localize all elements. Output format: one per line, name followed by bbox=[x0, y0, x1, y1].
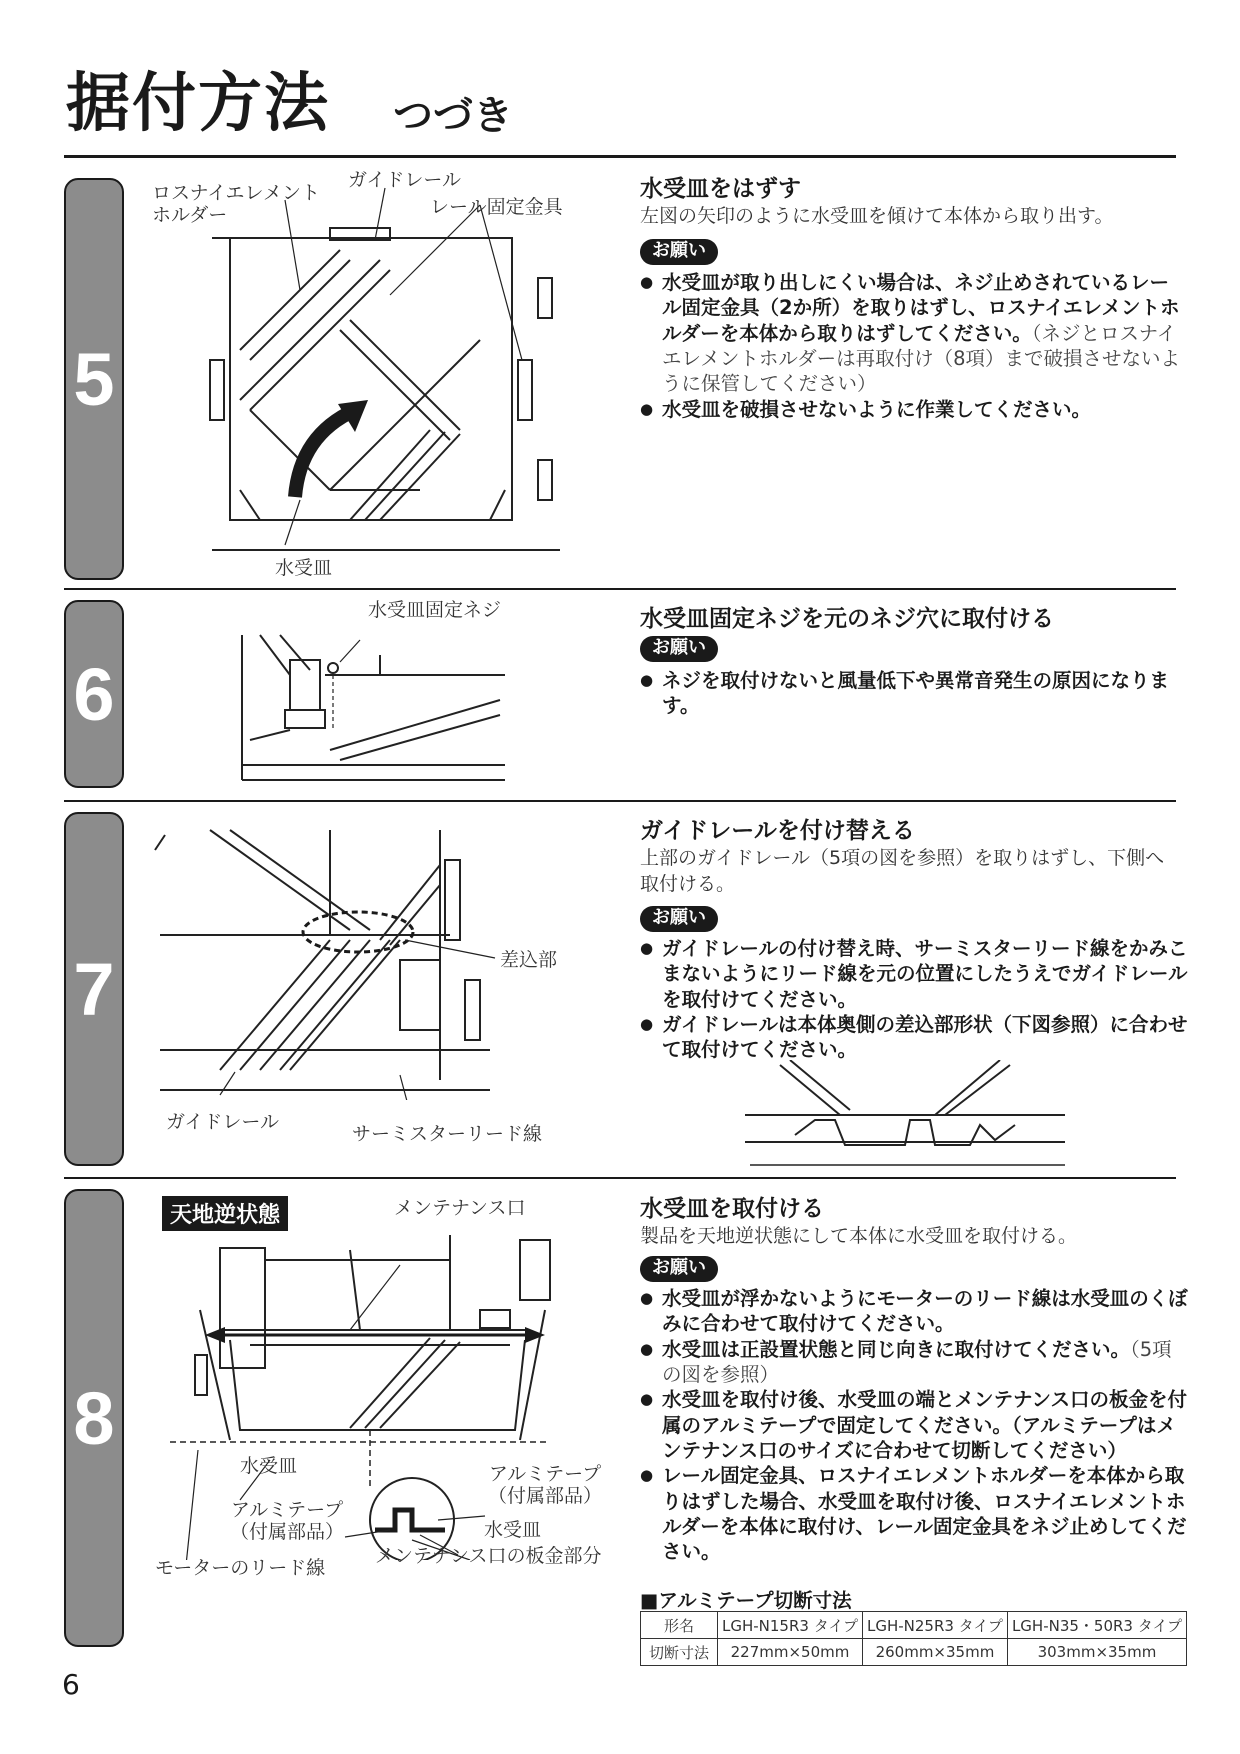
step6-request-badge: お願い bbox=[640, 636, 718, 662]
page-number: 6 bbox=[62, 1668, 80, 1701]
page-title: 据付方法 bbox=[66, 67, 330, 141]
step7-illustration bbox=[150, 820, 510, 1100]
cut-size-table bbox=[640, 1611, 1187, 1666]
step8-request-badge: お願い bbox=[640, 1256, 718, 1282]
label-guide-rail: ガイドレール bbox=[348, 169, 462, 191]
step6-illustration bbox=[230, 620, 510, 790]
step-tab-5 bbox=[64, 178, 124, 580]
table-cell: 227mm×50mm bbox=[718, 1639, 863, 1666]
step6-bullets bbox=[640, 668, 1188, 719]
list-item: ● 水受皿が取り出しにくい場合は、ネジ止めされているレール固定金具（2か所）を取りはずし、ロスナイエレメントホルダーを本体から取りはずしてください。（ネジとロスナイエレメントホルダーは再取付け（8項）まで破損させないように保管してください） bbox=[640, 270, 1188, 397]
table-cell: 303mm×35mm bbox=[1007, 1639, 1186, 1666]
step-number: 8 bbox=[73, 1376, 115, 1460]
table-row bbox=[641, 1639, 1187, 1666]
step8-desc: 製品を天地逆状態にして本体に水受皿を取付ける。 bbox=[640, 1225, 1078, 1247]
label-rail-bracket: レール固定金具 bbox=[430, 196, 563, 218]
label-drain-pan: 水受皿 bbox=[240, 1455, 298, 1477]
table-cell: LGH-N25R3 タイプ bbox=[862, 1612, 1007, 1639]
label-drain-pan-detail: 水受皿 bbox=[484, 1519, 542, 1541]
list-item: ● レール固定金具、ロスナイエレメントホルダーを本体から取りはずした場合、水受皿を取付け後、ロスナイエレメントホルダーを本体に取付け、レール固定金具をネジ止めしてください。 bbox=[640, 1463, 1188, 1564]
label-drain-screw: 水受皿固定ネジ bbox=[368, 599, 502, 621]
table-cell: 形名 bbox=[641, 1612, 718, 1639]
section-rule bbox=[64, 800, 1176, 802]
step7-title: ガイドレールを付け替える bbox=[640, 818, 915, 844]
step5-illustration bbox=[150, 170, 570, 585]
list-item: ● 水受皿を取付け後、水受皿の端とメンテナンス口の板金を付属のアルミテープで固定してください。（アルミテープはメンテナンス口のサイズに合わせて切断してください） bbox=[640, 1387, 1188, 1463]
page-subtitle: つづき bbox=[393, 93, 513, 139]
table-row bbox=[641, 1612, 1187, 1639]
step6-title: 水受皿固定ネジを元のネジ穴に取付ける bbox=[640, 606, 1054, 632]
step-tab-7 bbox=[64, 812, 124, 1166]
list-item: ● 水受皿が浮かないようにモーターのリード線は水受皿のくぼみに合わせて取付けてください。 bbox=[640, 1286, 1188, 1337]
label-insert-part: 差込部 bbox=[500, 949, 558, 971]
step-number: 7 bbox=[73, 947, 115, 1031]
step7-request-badge: お願い bbox=[640, 906, 718, 932]
step8-title: 水受皿を取付ける bbox=[640, 1196, 824, 1222]
upside-down-tag: 天地逆状態 bbox=[162, 1196, 288, 1231]
list-item: ● 水受皿を破損させないように作業してください。 bbox=[640, 397, 1188, 422]
list-item: ● 水受皿は正設置状態と同じ向きに取付けてください。（5項の図を参照） bbox=[640, 1337, 1188, 1388]
list-item: ● ガイドレールは本体奥側の差込部形状（下図参照）に合わせて取付けてください。 bbox=[640, 1012, 1188, 1063]
label-element-holder: ロスナイエレメント ホルダー bbox=[152, 182, 320, 226]
label-maint-sheet: メンテナンス口の板金部分 bbox=[375, 1545, 602, 1567]
label-maintenance-port: メンテナンス口 bbox=[394, 1197, 526, 1219]
label-alu-tape-right: アルミテープ （付属部品） bbox=[488, 1463, 603, 1507]
step8-bullets bbox=[640, 1286, 1188, 1565]
table-cell: 切断寸法 bbox=[641, 1639, 718, 1666]
step8-illustration bbox=[150, 1230, 590, 1560]
label-motor-lead: モーターのリード線 bbox=[155, 1557, 326, 1579]
step-tab-8 bbox=[64, 1189, 124, 1647]
table-cell: LGH-N35・50R3 タイプ bbox=[1007, 1612, 1186, 1639]
step-number: 5 bbox=[73, 337, 115, 421]
step7-bullets bbox=[640, 936, 1188, 1063]
step5-desc: 左図の矢印のように水受皿を傾けて本体から取り出す。 bbox=[640, 205, 1114, 227]
step7-insert-detail bbox=[745, 1060, 1070, 1170]
header-rule bbox=[64, 155, 1176, 158]
step5-bullets bbox=[640, 270, 1188, 422]
list-item: ● ネジを取付けないと風量低下や異常音発生の原因になります。 bbox=[640, 668, 1188, 719]
list-item: ● ガイドレールの付け替え時、サーミスターリード線をかみこまないようにリード線を元の位置にしたうえでガイドレールを取付けてください。 bbox=[640, 936, 1188, 1012]
step5-request-badge: お願い bbox=[640, 239, 718, 265]
step-tab-6 bbox=[64, 600, 124, 788]
cut-table-title: ■アルミテープ切断寸法 bbox=[640, 1589, 852, 1612]
label-thermistor-lead: サーミスターリード線 bbox=[352, 1123, 543, 1145]
step5-title: 水受皿をはずす bbox=[640, 176, 801, 202]
label-alu-tape-left: アルミテープ （付属部品） bbox=[230, 1499, 345, 1543]
step7-desc: 上部のガイドレール（5項の図を参照）を取りはずし、下側へ取付ける。 bbox=[640, 847, 1165, 895]
section-rule bbox=[64, 1177, 1176, 1179]
table-cell: LGH-N15R3 タイプ bbox=[718, 1612, 863, 1639]
section-rule bbox=[64, 588, 1176, 590]
label-guide-rail: ガイドレール bbox=[166, 1111, 280, 1133]
label-drain-pan: 水受皿 bbox=[275, 557, 333, 579]
step-number: 6 bbox=[73, 652, 115, 736]
table-cell: 260mm×35mm bbox=[862, 1639, 1007, 1666]
